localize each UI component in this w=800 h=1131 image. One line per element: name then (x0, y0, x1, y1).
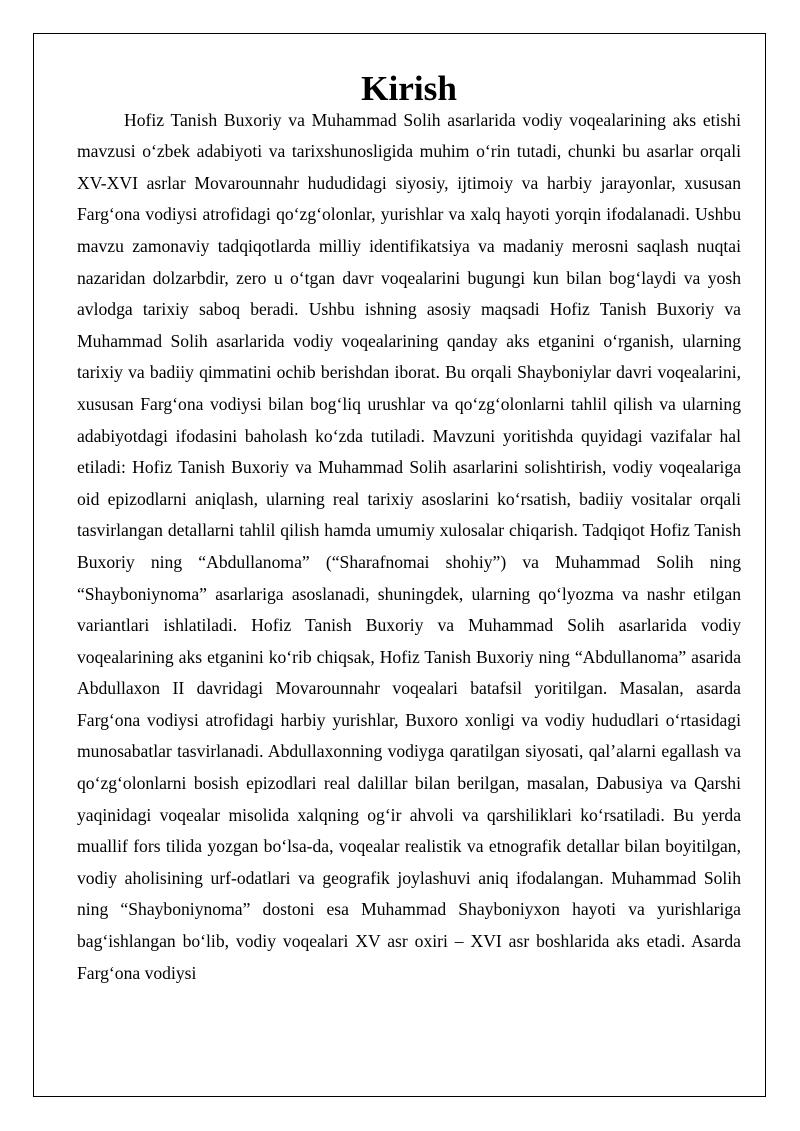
body-paragraph: Hofiz Tanish Buxoriy va Muhammad Solih asarlarida vodiy voqealarining aks etishi mavzusi o‘zbek adabiyoti va tarixshunosligida muhim o‘rin tutadi, chunki bu asarlar orqali XV-XVI asrlar Movarounnahr hududidagi siyosiy, ijtimoiy va harbiy jarayonlar, xususan Farg‘ona vodiysi atrofidagi qo‘zg‘olonlar, yurishlar va xalq hayoti yorqin ifodalanadi. Ushbu mavzu zamonaviy tadqiqotlarda milliy identifikatsiya va madaniy merosni saqlash nuqtai nazaridan dolzarbdir, zero u o‘tgan davr voqealarini bugungi kun bilan bog‘laydi va yosh avlodga tarixiy saboq beradi. Ushbu ishning asosiy maqsadi Hofiz Tanish Buxoriy va Muhammad Solih asarlarida vodiy voqealarining qanday aks etganini o‘rganish, ularning tarixiy va badiiy qimmatini ochib berishdan iborat. Bu orqali Shayboniylar davri voqealarini, xususan Farg‘ona vodiysi bilan bog‘liq urushlar va qo‘zg‘olonlarni tahlil qilish va ularning adabiyotdagi ifodasini baholash ko‘zda tutiladi. Mavzuni yoritishda quyidagi vazifalar hal etiladi: Hofiz Tanish Buxoriy va Muhammad Solih asarlarini solishtirish, vodiy voqealariga oid epizodlarni aniqlash, ularning real tarixiy asoslarini ko‘rsatish, badiiy vositalar orqali tasvirlangan detallarni tahlil qilish hamda umumiy xulosalar chiqarish. Tadqiqot Hofiz Tanish Buxoriy ning “Abdullanoma” (“Sharafnomai shohiy”) va Muhammad Solih ning “Shayboniynoma” asarlariga asoslanadi, shuningdek, ularning qo‘lyozma va nashr etilgan variantlari ishlatiladi. Hofiz Tanish Buxoriy va Muhammad Solih asarlarida vodiy voqealarining aks etganini ko‘rib chiqsak, Hofiz Tanish Buxoriy ning “Abdullanoma” asarida Abdullaxon II davridagi Movarounnahr voqealari batafsil yoritilgan. Masalan, asarda Farg‘ona vodiysi atrofidagi harbiy yurishlar, Buxoro xonligi va vodiy hududlari o‘rtasidagi munosabatlar tasvirlanadi. Abdullaxonning vodiyga qaratilgan siyosati, qal’alarni egallash va qo‘zg‘olonlarni bosish epizodlari real dalillar bilan berilgan, masalan, Dabusiya va Qarshi yaqinidagi voqealar misolida xalqning og‘ir ahvoli va qarshiliklari ko‘rsatiladi. Bu yerda muallif fors tilida yozgan bo‘lsa-da, voqealar realistik va etnografik detallar bilan boyitilgan, vodiy aholisining urf-odatlari va geografik joylashuvi aniq ifodalangan. Muhammad Solih ning “Shayboniynoma” dostoni esa Muhammad Shayboniyxon hayoti va yurishlariga bag‘ishlangan bo‘lib, vodiy voqealari XV asr oxiri – XVI asr boshlarida aks etadi. Asarda Farg‘ona vodiysi (77, 109, 741, 983)
document-body (77, 69, 741, 989)
section-title: Kirish (361, 69, 457, 108)
